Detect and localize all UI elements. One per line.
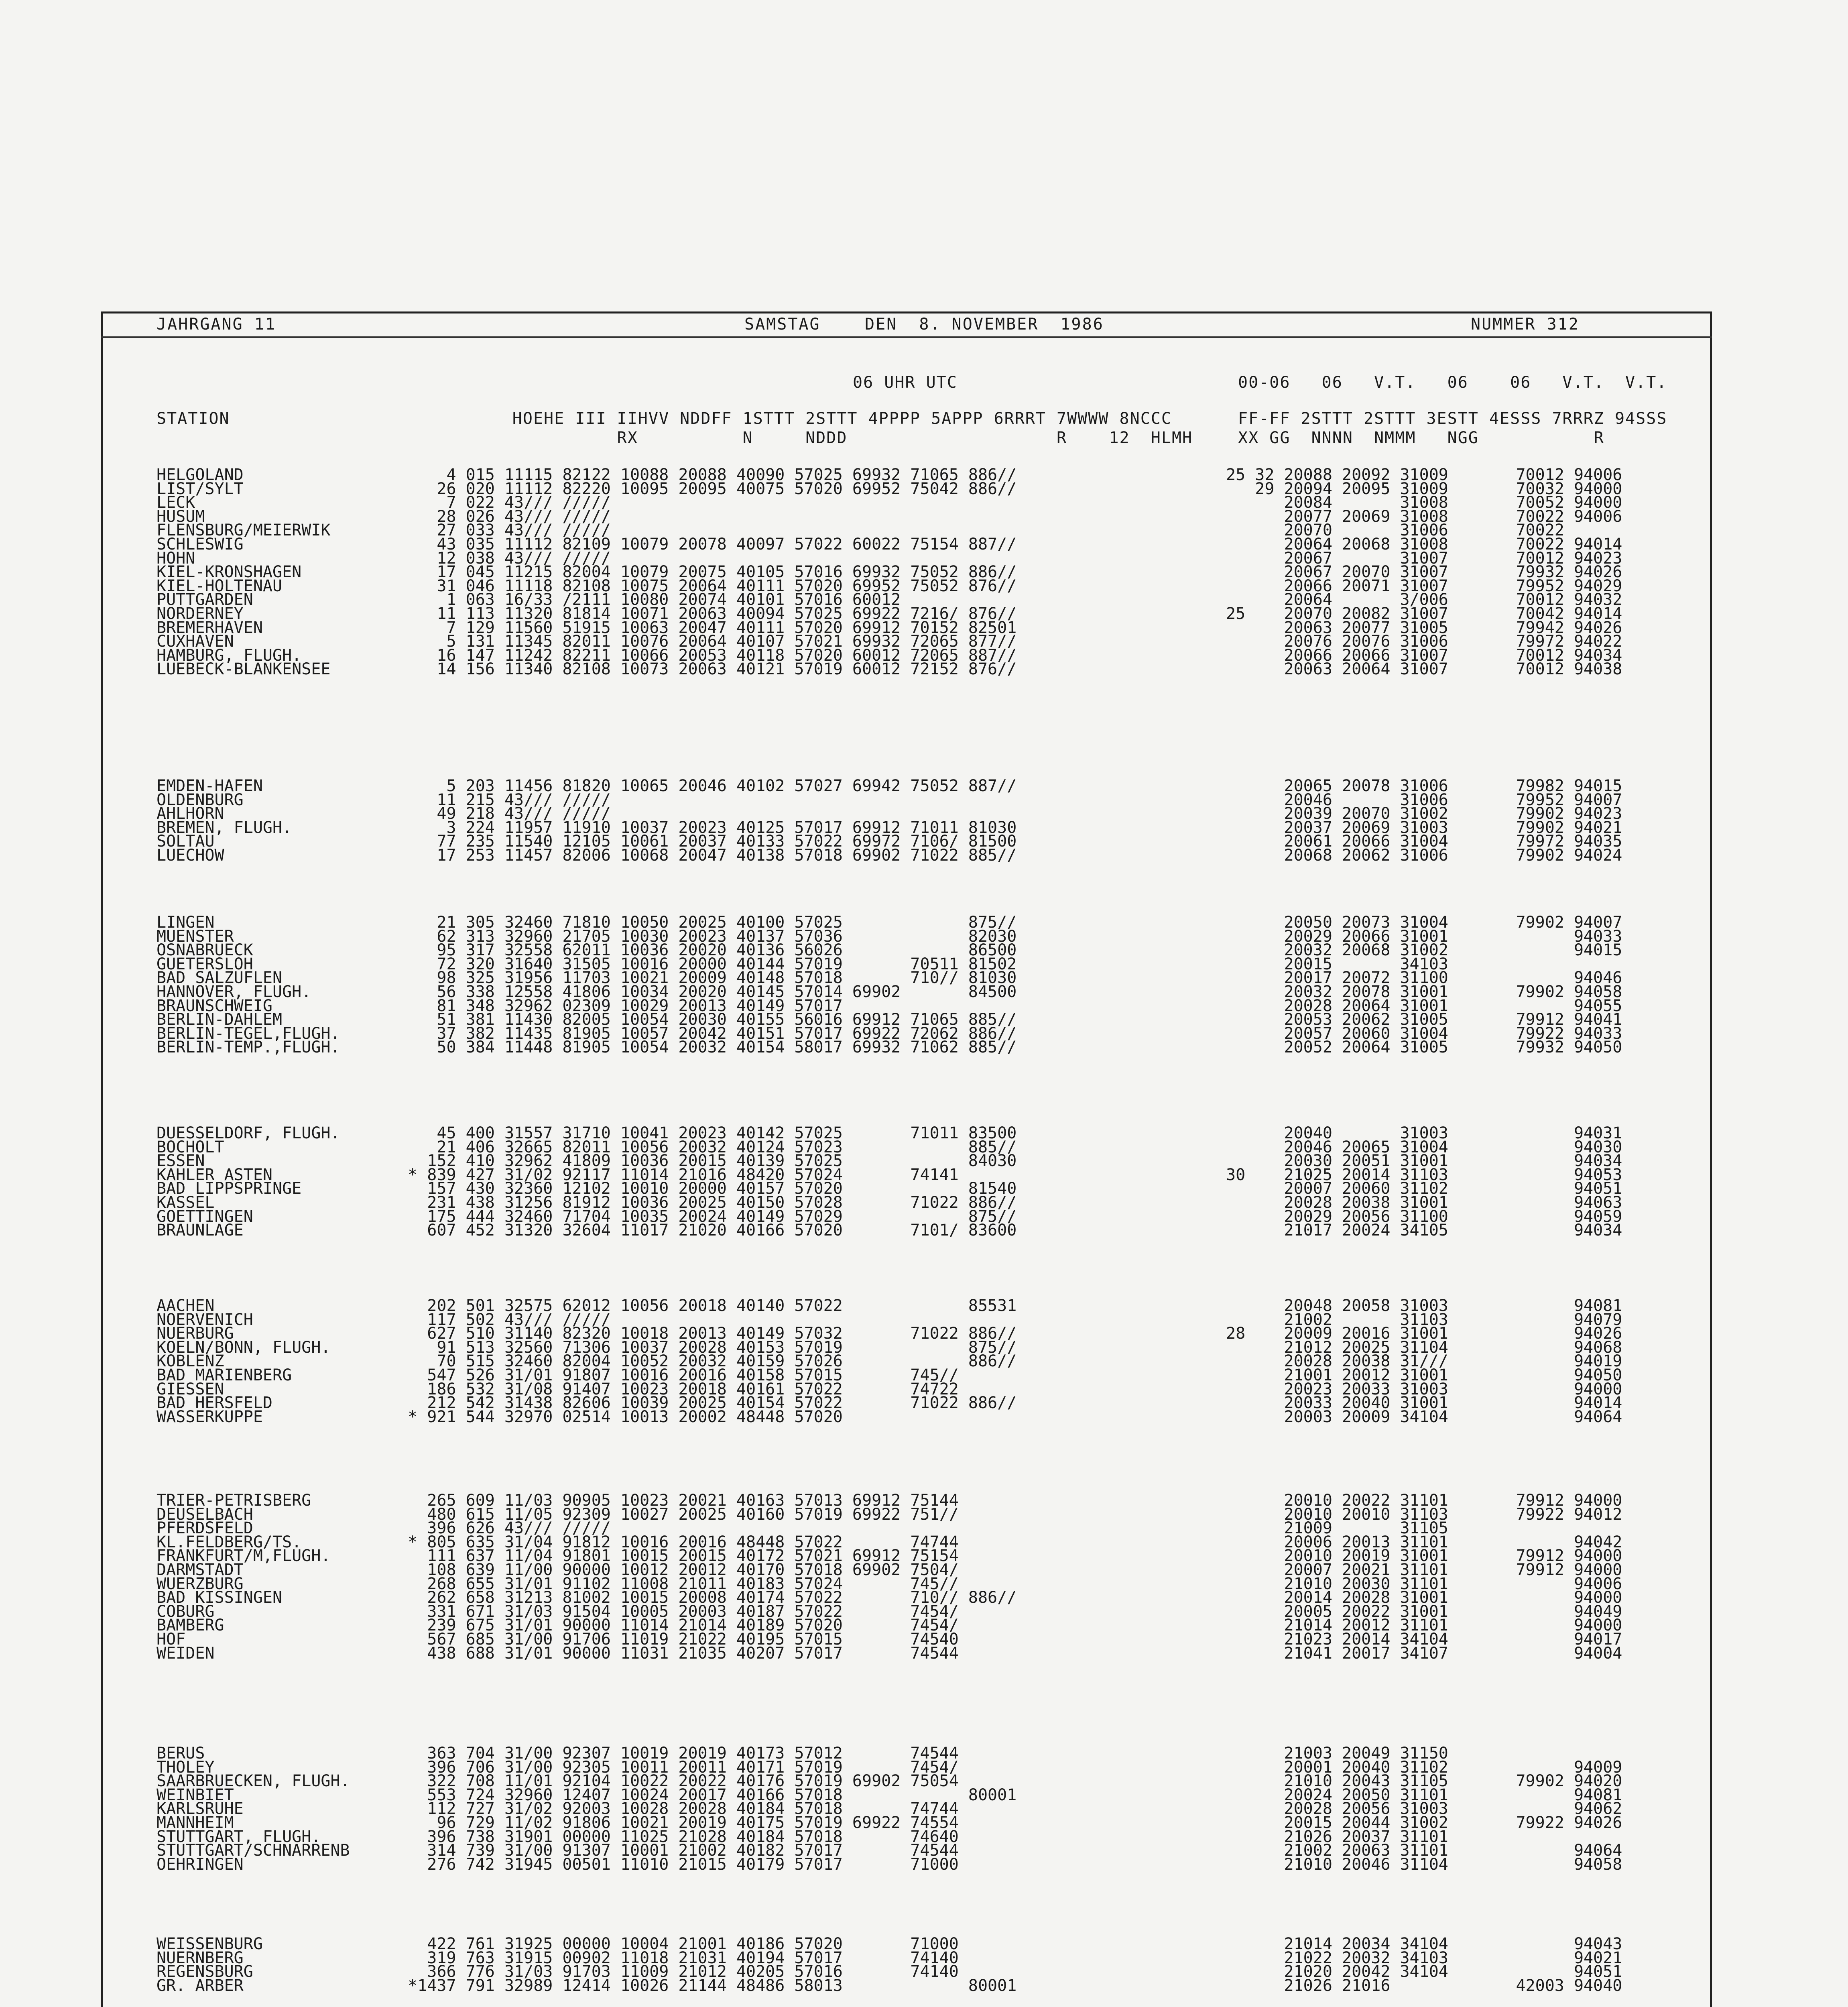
right-values: 20007 20060 31102 94051 [1226, 1179, 1622, 1198]
right-values: 20063 20064 31007 70012 94038 [1226, 660, 1622, 678]
station-name: AACHEN [157, 1297, 418, 1315]
right-values: 20029 20066 31001 94033 [1226, 927, 1622, 946]
observation-code: 26 020 11112 82220 10095 20095 40075 57020 69952 75042 886// [417, 480, 1017, 498]
station-name: WEINBIET [157, 1786, 418, 1804]
observation-code: 7 022 43/// ///// [417, 493, 611, 512]
observation-code: 7 129 11560 51915 10063 20047 40111 57020 69912 70152 82501 [417, 619, 1017, 637]
observation-code: 268 655 31/01 91102 11008 21011 40183 57024 745// [417, 1575, 959, 1593]
observation-code: 28 026 43/// ///// [417, 507, 611, 526]
observation-code: 91 513 32560 71306 10037 20028 40153 57019 875// [417, 1338, 1017, 1357]
right-values: 21020 20042 34104 94051 [1226, 1962, 1622, 1981]
station-name: MANNHEIM [157, 1814, 418, 1832]
station-name: KASSEL [157, 1193, 418, 1212]
observation-code: 14 156 11340 82108 10073 20063 40121 57019 60012 72152 876// [417, 660, 1017, 678]
station-name: LIST/SYLT [157, 480, 418, 498]
station-name: OSNABRUECK [157, 941, 418, 959]
station-name: BAD KISSINGEN [157, 1588, 418, 1607]
station-name: NUERNBERG [157, 1949, 418, 1967]
right-values: 20005 20022 31001 94049 [1226, 1602, 1622, 1621]
right-values: 20052 20064 31005 79932 94050 [1226, 1038, 1622, 1056]
right-values: 20050 20073 31004 79902 94007 [1226, 913, 1622, 932]
right-values: 20001 20040 31102 94009 [1226, 1758, 1622, 1777]
right-values: 20023 20033 31003 94000 [1226, 1380, 1622, 1398]
right-values: 21026 20037 31101 [1226, 1828, 1448, 1846]
observation-code: 921 544 32970 02514 10013 20002 48448 57020 [417, 1408, 843, 1426]
station-name: REGENSBURG [157, 1962, 418, 1981]
right-header-row-1: FF-FF 2STTT 2STTT 3ESTT 4ESSS 7RRRZ 94SSS [1238, 409, 1667, 428]
right-values: 20063 20077 31005 79942 94026 [1226, 619, 1622, 637]
station-name: THOLEY [157, 1758, 418, 1777]
header-rule [101, 336, 1712, 338]
station-name: BOCHOLT [157, 1138, 418, 1156]
observation-code: 81 348 32962 02309 10029 20013 40149 57017 [417, 997, 843, 1015]
observation-code: 45 400 31557 31710 10041 20023 40142 57025 71011 83500 [417, 1124, 1017, 1142]
station-name: DUESSELDORF, FLUGH. [157, 1124, 418, 1142]
observation-code: 262 658 31213 81002 10015 20008 40174 57022 710// 886// [417, 1588, 1017, 1607]
observation-code: 422 761 31925 00000 10004 21001 40186 57020 71000 [417, 1935, 959, 1953]
column-header-row-1: STATION HOEHE III IIHVV NDDFF 1STTT 2STTT 4PPPP 5APPP 6RRRT 7WWWW 8NCCC [157, 409, 1172, 428]
station-name: BERUS [157, 1744, 418, 1763]
right-values: 20028 20038 31/// 94019 [1226, 1352, 1622, 1370]
right-values: 20066 20066 31007 70012 94034 [1226, 646, 1622, 665]
right-values: 20010 20022 31101 79912 94000 [1226, 1491, 1622, 1510]
right-values: 21023 20014 34104 94017 [1226, 1630, 1622, 1649]
table-row [157, 1222, 1017, 1238]
observation-code: 805 635 31/04 91812 10016 20016 48448 57022 74744 [417, 1533, 959, 1551]
observation-time-label: 06 UHR UTC [853, 373, 958, 392]
right-values: 20084 31008 70052 94000 [1226, 493, 1622, 512]
right-values: 21026 21016 42003 94040 [1226, 1976, 1622, 1995]
station-name: BERLIN-TEGEL,FLUGH. [157, 1024, 418, 1043]
station-name: BAMBERG [157, 1616, 418, 1635]
observation-code: 547 526 31/01 91807 10016 20016 40158 57015 745// [417, 1366, 959, 1384]
observation-code: 56 338 12558 41806 10034 20020 40145 57014 69902 84500 [417, 983, 1017, 1001]
observation-code: 49 218 43/// ///// [417, 804, 611, 823]
station-name: NOERVENICH [157, 1311, 418, 1329]
observation-code: 152 410 32962 41809 10036 20015 40139 57025 84030 [417, 1152, 1017, 1170]
observation-code: 3 224 11957 11910 10037 20023 40125 57017 69912 71011 81030 [417, 818, 1017, 837]
observation-code: 567 685 31/00 91706 11019 21022 40195 57015 74540 [417, 1630, 959, 1649]
right-values: 21017 20024 34105 94034 [1226, 1221, 1622, 1240]
station-name: BREMERHAVEN [157, 619, 418, 637]
station-name: TRIER-PETRISBERG [157, 1491, 418, 1510]
observation-code: 96 729 11/02 91806 10021 20019 40175 57019 69922 74554 [417, 1814, 959, 1832]
station-name: STUTTGART/SCHNARRENB [157, 1841, 418, 1860]
right-values: 20037 20069 31003 79902 94021 [1226, 818, 1622, 837]
right-values: 20046 20065 31004 94030 [1226, 1138, 1622, 1156]
station-name: HOF [157, 1630, 418, 1649]
observation-code: 117 502 43/// ///// [417, 1311, 611, 1329]
table-row [157, 1645, 959, 1661]
station-name: GR. ARBER * [157, 1976, 418, 1995]
observation-code: 62 313 32960 21705 10030 20023 40137 57036 82030 [417, 927, 1017, 946]
right-values: 20066 20071 31007 79952 94029 [1226, 577, 1622, 595]
right-header-row-2: XX GG NNNN NMMM NGG R [1238, 429, 1604, 447]
observation-code: 11 215 43/// ///// [417, 791, 611, 809]
right-time-header: 00-06 06 V.T. 06 06 V.T. V.T. [1238, 373, 1667, 392]
station-name: BERLIN-TEMP.,FLUGH. [157, 1038, 418, 1056]
right-values: 21003 20049 31150 [1226, 1744, 1448, 1763]
right-values: 20064 3/006 70012 94032 [1226, 590, 1622, 609]
right-values: 20067 20070 31007 79932 94026 [1226, 563, 1622, 581]
observation-code: 396 738 31901 00000 11025 21028 40184 57018 74640 [417, 1828, 959, 1846]
observation-code: 202 501 32575 62012 10056 20018 40140 57022 85531 [417, 1297, 1017, 1315]
table-row [157, 1856, 959, 1873]
station-name: OLDENBURG [157, 791, 418, 809]
station-name: KIEL-KRONSHAGEN [157, 563, 418, 581]
observation-code: 331 671 31/03 91504 10005 20003 40187 57022 7454/ [417, 1602, 959, 1621]
observation-code: 16 147 11242 82211 10066 20053 40118 57020 60012 72065 887// [417, 646, 1017, 665]
observation-code: 212 542 31438 82606 10039 20025 40154 57022 71022 886// [417, 1394, 1017, 1412]
right-values: 20076 20076 31006 79972 94022 [1226, 632, 1622, 651]
station-name: BAD LIPPSPRINGE [157, 1179, 418, 1198]
observation-code: 77 235 11540 12105 10061 20037 40133 57022 69972 7106/ 81500 [417, 832, 1017, 851]
right-values: 20017 20072 31100 94046 [1226, 969, 1622, 987]
right-values: 20010 20019 31001 79912 94000 [1226, 1547, 1622, 1565]
station-name: WUERZBURG [157, 1575, 418, 1593]
volume-label: JAHRGANG 11 [157, 315, 276, 334]
station-name: BRAUNSCHWEIG [157, 997, 418, 1015]
observation-code: 27 033 43/// ///// [417, 521, 611, 539]
observation-code: 17 045 11215 82004 10079 20075 40105 57016 69932 75052 886// [417, 563, 1017, 581]
station-name: HAMBURG, FLUGH. [157, 646, 418, 665]
observation-code: 1 063 16/33 /2111 10080 20074 40101 57016 60012 [417, 590, 901, 609]
right-values: 20024 20050 31101 94081 [1226, 1786, 1622, 1804]
right-values: 20057 20060 31004 79922 94033 [1226, 1024, 1622, 1043]
observation-code: 366 776 31/03 91703 11009 21012 40205 57016 74140 [417, 1962, 959, 1981]
right-values: 20077 20069 31008 70022 94006 [1226, 507, 1622, 526]
observation-code: 98 325 31956 11703 10021 20009 40148 57018 710// 81030 [417, 969, 1017, 987]
observation-code: 553 724 32960 12407 10024 20017 40166 57018 80001 [417, 1786, 1017, 1804]
table-row [157, 1039, 1017, 1055]
station-name: HOHN [157, 549, 418, 568]
right-values: 20053 20062 31005 79912 94041 [1226, 1010, 1622, 1029]
station-name: KOELN/BONN, FLUGH. [157, 1338, 418, 1357]
station-name: GOETTINGEN [157, 1207, 418, 1226]
right-values: 20048 20058 31003 94081 [1226, 1297, 1622, 1315]
station-name: HUSUM [157, 507, 418, 526]
station-name: LUECHOW [157, 846, 418, 865]
right-values: 30 21025 20014 31103 94053 [1226, 1166, 1622, 1184]
observation-code: 11 113 11320 81814 10071 20063 40094 57025 69922 7216/ 876// [417, 605, 1017, 623]
observation-code: 839 427 31/02 92117 11014 21016 48420 57024 74141 [417, 1166, 959, 1184]
station-name: OEHRINGEN [157, 1855, 418, 1874]
right-values: 20040 31003 94031 [1226, 1124, 1622, 1142]
station-name: LINGEN [157, 913, 418, 932]
observation-code: 111 637 11/04 91801 10015 20015 40172 57021 69912 75154 [417, 1547, 959, 1565]
observation-code: 276 742 31945 00501 11010 21015 40179 57017 71000 [417, 1855, 959, 1874]
right-values: 20046 31006 79952 94007 [1226, 791, 1622, 809]
observation-code: 186 532 31/08 91407 10023 20018 40161 57022 74722 [417, 1380, 959, 1398]
observation-code: 396 626 43/// ///// [417, 1519, 611, 1537]
observation-code: 607 452 31320 32604 11017 21020 40166 57020 7101/ 83600 [417, 1221, 1017, 1240]
right-values: 20028 20038 31001 94063 [1226, 1193, 1622, 1212]
right-values: 20015 34103 [1226, 955, 1448, 973]
observation-code: 70 515 32460 82004 10052 20032 40159 57026 886// [417, 1352, 1017, 1370]
observation-code: 396 706 31/00 92305 10011 20011 40171 57019 7454/ [417, 1758, 959, 1777]
station-name: EMDEN-HAFEN [157, 777, 418, 795]
station-name: KL.FELDBERG/TS. * [157, 1533, 418, 1551]
table-row [157, 847, 1017, 863]
station-name: NUERBURG [157, 1324, 418, 1343]
right-values: 20065 20078 31006 79982 94015 [1226, 777, 1622, 795]
right-values: 28 20009 20016 31001 94026 [1226, 1324, 1622, 1343]
right-values: 20028 20056 31003 94062 [1226, 1799, 1622, 1818]
station-name: SCHLESWIG [157, 535, 418, 554]
observation-code: 17 253 11457 82006 10068 20047 40138 57018 69902 71022 885// [417, 846, 1017, 865]
station-name: CUXHAVEN [157, 632, 418, 651]
station-name: STUTTGART, FLUGH. [157, 1828, 418, 1846]
station-name: HELGOLAND [157, 466, 418, 484]
column-header-row-2: RX N NDDD R 12 HLMH [157, 429, 1193, 447]
station-name: HANNOVER, FLUGH. [157, 983, 418, 1001]
station-name: NORDERNEY [157, 605, 418, 623]
station-name: BERLIN-DAHLEM [157, 1010, 418, 1029]
station-name: PUTTGARDEN [157, 590, 418, 609]
right-values: 20006 20013 31101 94042 [1226, 1533, 1622, 1551]
observation-code: 50 384 11448 81905 10054 20032 40154 58017 69932 71062 885// [417, 1038, 1017, 1056]
right-values: 25 32 20088 20092 31009 70012 94006 [1226, 466, 1622, 484]
right-values: 20029 20056 31100 94059 [1226, 1207, 1622, 1226]
right-values: 21009 31105 [1226, 1519, 1448, 1537]
date-label: DEN 8. NOVEMBER 1986 [865, 315, 1104, 334]
right-values: 20010 20010 31103 79922 94012 [1226, 1505, 1622, 1524]
station-name: MUENSTER [157, 927, 418, 946]
observation-code: 95 317 32558 62011 10036 20020 40136 56026 86500 [417, 941, 1017, 959]
right-values: 20003 20009 34104 94064 [1226, 1408, 1622, 1426]
right-values: 20061 20066 31004 79972 94035 [1226, 832, 1622, 851]
observation-code: 43 035 11112 82109 10079 20078 40097 57022 60022 75154 887// [417, 535, 1017, 554]
station-name: GUETERSLOH [157, 955, 418, 973]
observation-code: 12 038 43/// ///// [417, 549, 611, 568]
station-name: KARLSRUHE [157, 1799, 418, 1818]
right-values: 21014 20034 34104 94043 [1226, 1935, 1622, 1953]
station-name: BAD SALZUFLEN [157, 969, 418, 987]
right-values: 20032 20078 31001 79902 94058 [1226, 983, 1622, 1001]
station-name: WASSERKUPPE * [157, 1408, 418, 1426]
table-row [157, 1409, 843, 1425]
station-name: COBURG [157, 1602, 418, 1621]
station-name: AHLHORN [157, 804, 418, 823]
station-name: KIEL-HOLTENAU [157, 577, 418, 595]
observation-code: 363 704 31/00 92307 10019 20019 40173 57012 74544 [417, 1744, 959, 1763]
observation-code: 21 406 32665 82011 10056 20032 40124 57023 885// [417, 1138, 1017, 1156]
observation-code: 157 430 32360 12102 10010 20000 40157 57020 81540 [417, 1179, 1017, 1198]
observation-code: 108 639 11/00 90000 10012 20012 40170 57018 69902 7504/ [417, 1561, 959, 1579]
observation-code: 21 305 32460 71810 10050 20025 40100 57025 875// [417, 913, 1017, 932]
observation-code: 231 438 31256 81912 10036 20025 40150 57028 71022 886// [417, 1193, 1017, 1212]
observation-code: 319 763 31915 00902 11018 21031 40194 57017 74140 [417, 1949, 959, 1967]
station-name: GIESSEN [157, 1380, 418, 1398]
right-values: 20015 20044 31002 79922 94026 [1226, 1814, 1622, 1832]
observation-code: 5 203 11456 81820 10065 20046 40102 57027 69942 75052 887// [417, 777, 1017, 795]
station-name: BAD MARIENBERG [157, 1366, 418, 1384]
observation-code: 4 015 11115 82122 10088 20088 40090 57025 69932 71065 886// [417, 466, 1017, 484]
right-values: 21002 31103 94079 [1226, 1311, 1622, 1329]
observation-code: 627 510 31140 82320 10018 20013 40149 57032 71022 886// [417, 1324, 1017, 1343]
right-values: 21001 20012 31001 94050 [1226, 1366, 1622, 1384]
right-values: 20007 20021 31101 79912 94000 [1226, 1561, 1622, 1579]
station-name: SAARBRUECKEN, FLUGH. [157, 1772, 418, 1790]
right-values: 20033 20040 31001 94014 [1226, 1394, 1622, 1412]
table-row [157, 661, 1017, 677]
station-name: BAD HERSFELD [157, 1394, 418, 1412]
observation-code: 112 727 31/02 92003 10028 20028 40184 57018 74744 [417, 1799, 959, 1818]
station-name: WEIDEN [157, 1644, 418, 1663]
observation-code: 265 609 11/03 90905 10023 20021 40163 57013 69912 75144 [417, 1491, 959, 1510]
right-values: 20032 20068 31002 94015 [1226, 941, 1622, 959]
observation-code: 5 131 11345 82011 10076 20064 40107 57021 69932 72065 877// [417, 632, 1017, 651]
station-name: BREMEN, FLUGH. [157, 818, 418, 837]
right-values: 21010 20030 31101 94006 [1226, 1575, 1622, 1593]
observation-code: 37 382 11435 81905 10057 20042 40151 57017 69922 72062 886// [417, 1024, 1017, 1043]
right-values: 20070 31006 70022 [1226, 521, 1564, 539]
observation-code: 438 688 31/01 90000 11031 21035 40207 57017 74544 [417, 1644, 959, 1663]
right-values: 21010 20046 31104 94058 [1226, 1855, 1622, 1874]
observation-code: 239 675 31/01 90000 11014 21014 40189 57020 7454/ [417, 1616, 959, 1635]
observation-code: 314 739 31/00 91307 10001 21002 40182 57017 74544 [417, 1841, 959, 1860]
station-name: KAHLER ASTEN * [157, 1166, 418, 1184]
right-values: 21041 20017 34107 94004 [1226, 1644, 1622, 1663]
station-name: SOLTAU [157, 832, 418, 851]
observation-code: 175 444 32460 71704 10035 20024 40149 57029 875// [417, 1207, 1017, 1226]
right-values: 21002 20063 31101 94064 [1226, 1841, 1622, 1860]
right-values: 20068 20062 31006 79902 94024 [1226, 846, 1622, 865]
station-name: KOBLENZ [157, 1352, 418, 1370]
right-values: 20028 20064 31001 94055 [1226, 997, 1622, 1015]
station-name: BRAUNLAGE [157, 1221, 418, 1240]
station-name: DARMSTADT [157, 1561, 418, 1579]
observation-code: 51 381 11430 82005 10054 20030 40155 56016 69912 71065 885// [417, 1010, 1017, 1029]
right-values: 29 20094 20095 31009 70032 94000 [1226, 480, 1622, 498]
right-values: 20039 20070 31002 79902 94023 [1226, 804, 1622, 823]
station-name: WEISSENBURG [157, 1935, 418, 1953]
station-name: ESSEN [157, 1152, 418, 1170]
observation-code: 1437 791 32989 12414 10026 21144 48486 58013 80001 [417, 1976, 1017, 1995]
right-values: 21014 20012 31101 94000 [1226, 1616, 1622, 1635]
issue-number-label: NUMMER 312 [1471, 315, 1580, 334]
right-values: 20064 20068 31008 70022 94014 [1226, 535, 1622, 554]
station-name: LUEBECK-BLANKENSEE [157, 660, 418, 678]
station-name: DEUSELBACH [157, 1505, 418, 1524]
station-name: FRANKFURT/M,FLUGH. [157, 1547, 418, 1565]
right-values: 25 20070 20082 31007 70042 94014 [1226, 605, 1622, 623]
right-values: 20067 31007 70012 94023 [1226, 549, 1622, 568]
right-values: 21022 20032 34103 94021 [1226, 1949, 1622, 1967]
observation-code: 480 615 11/05 92309 10027 20025 40160 57019 69922 751// [417, 1505, 959, 1524]
station-name: LECK [157, 493, 418, 512]
right-values: 20014 20028 31001 94000 [1226, 1588, 1622, 1607]
table-row [157, 1978, 1017, 1994]
station-name: PFERDSFELD [157, 1519, 418, 1537]
observation-code: 322 708 11/01 92104 10022 20022 40176 57019 69902 75054 [417, 1772, 959, 1790]
weekday-label: SAMSTAG [744, 315, 821, 334]
right-values: 20030 20051 31001 94034 [1226, 1152, 1622, 1170]
observation-code: 31 046 11118 82108 10075 20064 40111 57020 69952 75052 876// [417, 577, 1017, 595]
station-name: FLENSBURG/MEIERWIK [157, 521, 418, 539]
right-values: 21012 20025 31104 94068 [1226, 1338, 1622, 1357]
observation-code: 72 320 31640 31505 10016 20000 40144 57019 70511 81502 [417, 955, 1017, 973]
right-values: 21010 20043 31105 79902 94020 [1226, 1772, 1622, 1790]
